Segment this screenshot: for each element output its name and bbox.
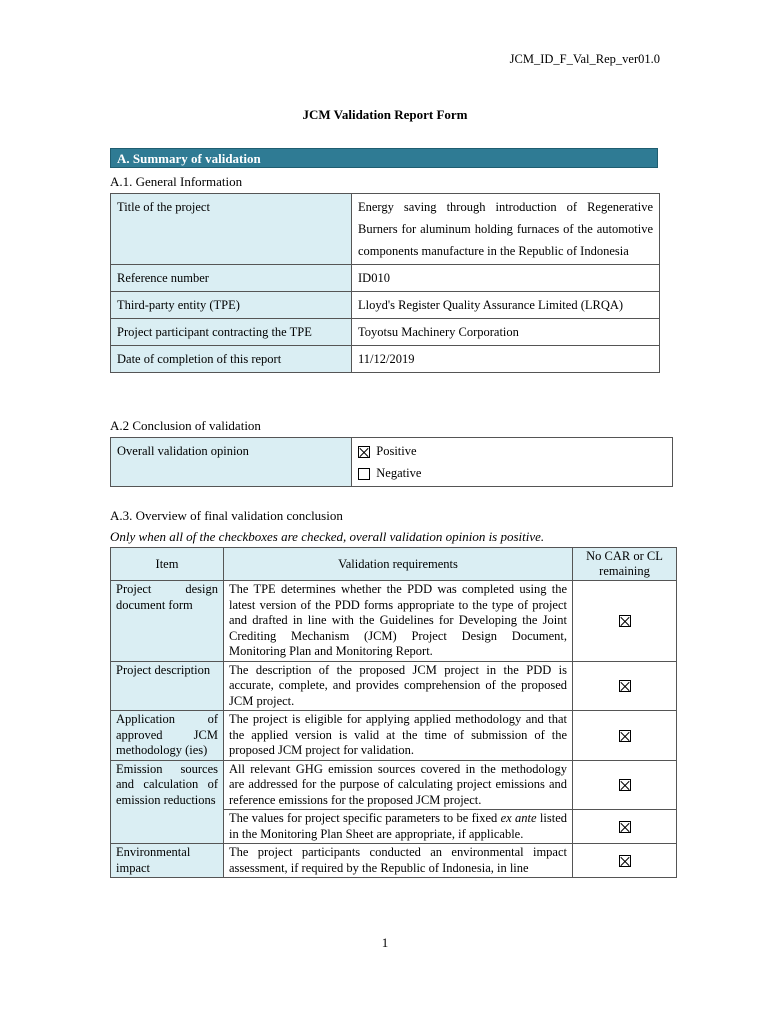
requirement-cell: All relevant GHG emission sources covered in the methodology are addressed for the purpose of calculating project emissions and reference emissions for the proposed JCM project. xyxy=(224,760,573,810)
item-cell: Application of approved JCM methodology (ies) xyxy=(111,711,224,761)
page-number: 1 xyxy=(381,935,389,950)
label-cell: Third-party entity (TPE) xyxy=(111,292,352,319)
a1-heading: A.1. General Information xyxy=(110,174,243,189)
table-row xyxy=(111,346,660,373)
header-row xyxy=(111,548,677,581)
value-cell: ID010 xyxy=(352,265,660,292)
table-row xyxy=(111,194,660,265)
column-header-item: Item xyxy=(111,548,224,581)
checked-checkbox-icon[interactable] xyxy=(358,446,370,458)
table-row xyxy=(111,265,660,292)
option-positive[interactable] xyxy=(358,440,666,462)
empty-checkbox-icon[interactable] xyxy=(358,468,370,480)
item-cell: Project description xyxy=(111,661,224,711)
label-cell: Date of completion of this report xyxy=(111,346,352,373)
section-a-header: A. Summary of validation xyxy=(110,148,658,168)
option-label: Positive xyxy=(376,444,417,458)
checked-checkbox-icon[interactable] xyxy=(619,855,631,867)
general-info-table xyxy=(110,193,660,373)
table-row xyxy=(111,661,677,711)
option-negative[interactable] xyxy=(358,462,666,484)
value-cell: 11/12/2019 xyxy=(352,346,660,373)
checked-checkbox-icon[interactable] xyxy=(619,821,631,833)
column-header-requirements: Validation requirements xyxy=(224,548,573,581)
table-row xyxy=(111,844,677,878)
requirement-cell: The project is eligible for applying applied methodology and that the applied version is valid at the time of submission of the proposed JCM project for validation. xyxy=(224,711,573,761)
a3-heading: A.3. Overview of final validation conclusion xyxy=(110,508,343,523)
status-cell xyxy=(573,581,677,662)
requirement-cell: The project participants conducted an environmental impact assessment, if required by the Republic of Indonesia, in line xyxy=(224,844,573,878)
a3-note: Only when all of the checkboxes are checked, overall validation opinion is positive. xyxy=(110,529,545,544)
requirement-cell: The TPE determines whether the PDD was completed using the latest version of the PDD forms appropriate to the type of project and drafted in line with the Guidelines for Developing the Joint Crediting Mechanism (JCM) Project Design Document, Monitoring Plan and Monitoring Report. xyxy=(224,581,573,662)
conclusion-options xyxy=(352,438,673,487)
table-row xyxy=(111,292,660,319)
item-cell: Project design document form xyxy=(111,581,224,662)
document-id: JCM_ID_F_Val_Rep_ver01.0 xyxy=(509,52,660,66)
a2-heading: A.2 Conclusion of validation xyxy=(110,418,261,433)
page-title: JCM Validation Report Form xyxy=(302,107,468,122)
status-cell xyxy=(573,844,677,878)
label-cell: Project participant contracting the TPE xyxy=(111,319,352,346)
overview-table xyxy=(110,547,677,878)
checked-checkbox-icon[interactable] xyxy=(619,779,631,791)
table-row xyxy=(111,438,673,487)
status-cell xyxy=(573,661,677,711)
requirement-cell: The description of the proposed JCM project in the PDD is accurate, complete, and provides comprehension of the proposed JCM project. xyxy=(224,661,573,711)
status-cell xyxy=(573,711,677,761)
item-cell: Emission sources and calculation of emission reductions xyxy=(111,760,224,844)
conclusion-label: Overall validation opinion xyxy=(111,438,352,487)
conclusion-table xyxy=(110,437,673,487)
column-header-status: No CAR or CL remaining xyxy=(573,548,677,581)
label-cell: Reference number xyxy=(111,265,352,292)
option-label: Negative xyxy=(376,466,422,480)
status-cell xyxy=(573,760,677,810)
checked-checkbox-icon[interactable] xyxy=(619,615,631,627)
value-cell: Lloyd's Register Quality Assurance Limited (LRQA) xyxy=(352,292,660,319)
table-row xyxy=(111,760,677,810)
ex-ante-text: ex ante xyxy=(500,811,537,825)
checked-checkbox-icon[interactable] xyxy=(619,680,631,692)
item-cell: Environmental impact xyxy=(111,844,224,878)
checked-checkbox-icon[interactable] xyxy=(619,730,631,742)
label-cell: Title of the project xyxy=(111,194,352,265)
value-cell: Toyotsu Machinery Corporation xyxy=(352,319,660,346)
table-row xyxy=(111,581,677,662)
status-cell xyxy=(573,810,677,844)
value-cell: Energy saving through introduction of Regenerative Burners for aluminum holding furnaces of the automotive components manufacture in the Republic of Indonesia xyxy=(352,194,660,265)
table-row xyxy=(111,711,677,761)
table-row xyxy=(111,319,660,346)
requirement-cell: The values for project specific parameters to be fixed ex ante listed in the Monitoring Plan Sheet are appropriate, if applicable. xyxy=(224,810,573,844)
